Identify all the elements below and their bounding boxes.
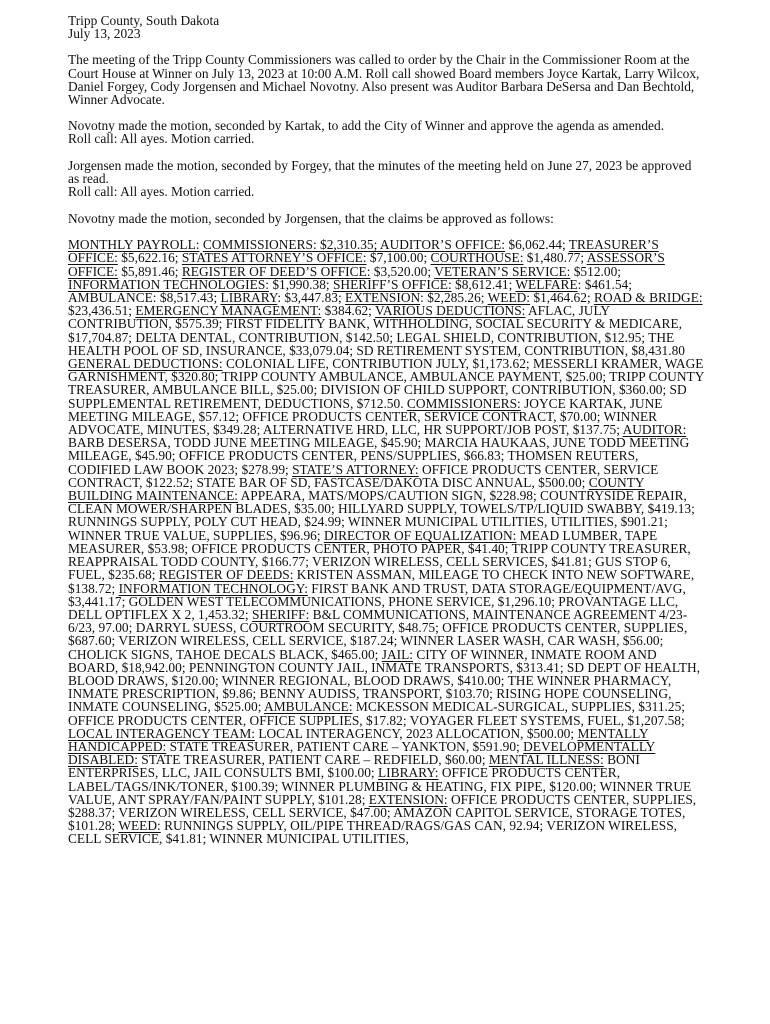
- agenda-motion-paragraph: [68, 119, 704, 145]
- claims-entry-text: MCKESSON MEDICAL-SURGICAL, SUPPLIES, $311.25; OFFICE PRODUCTS CENTER, OFFICE SUPPLIES, $17.82; VOYAGER FLEET SYSTEMS, FUEL, $1,207.58;: [68, 699, 686, 728]
- claims-entry-text: STATE TREASURER, PATIENT CARE – REDFIELD, $60.00;: [137, 752, 489, 768]
- claims-category-heading: INFORMATION TECHNOLOGIES:: [68, 276, 269, 292]
- claims-category-heading: LIBRARY:: [378, 765, 439, 781]
- claims-entry-text: OFFICE PRODUCTS CENTER, SUPPLIES, $288.37; VERIZON WIRELESS, CELL SERVICE, $47.00; AMAZON CAPITOL SERVICE, STORAGE TOTES, $101.28;: [68, 791, 697, 834]
- claims-category-heading: WEED:: [118, 818, 161, 834]
- claims-entry-text: FIRST BANK AND TRUST, DATA STORAGE/EQUIPMENT/AVG, $3,441.17; GOLDEN WEST TELECOMMUNICATIONS, PHONE SERVICE, $1,296.10; PROVANTAGE LLC, DELL OPTIFLEX X 2, 1,453.32;: [68, 580, 686, 622]
- claims-category-heading: AUDITOR:: [622, 422, 687, 438]
- claims-category-heading: EXTENSION: [345, 290, 421, 306]
- document-page: [68, 14, 704, 859]
- claims-category-heading: DEVELOPMENTALLY DISABLED:: [68, 738, 656, 768]
- paragraph-text: Novotny made the motion, seconded by Kartak, to add the City of Winner and approve the agenda as amended.: [68, 118, 665, 134]
- claims-entry-text: KRISTEN ASSMAN, MILEAGE TO CHECK INTO NEW SOFTWARE, $138.72;: [68, 567, 695, 596]
- claims-category-heading: SHERIFF’S OFFICE:: [332, 276, 452, 292]
- claims-entry-text: $1,990.38;: [268, 276, 333, 292]
- call-to-order-paragraph: [68, 53, 704, 106]
- claims-entry-text: AFLAC, JULY CONTRIBUTION, $575.39; FIRST FIDELITY BANK, WITHHOLDING, SOCIAL SECURITY & MEDICARE, $17,704.87; DELTA DENTAL, CONTRIBUTION, $142.50; LEGAL SHIELD, CONTRIBUTION, $12.95; THE HEALTH POOL OF SD, INSURANCE, $33,079.04; SD RETIREMENT SYSTEM, CONTRIBUTION, $8,431.80: [68, 303, 685, 358]
- claims-entry-text: $1,480.77;: [523, 250, 587, 266]
- claims-entry-text: : $2,285.26;: [420, 290, 488, 306]
- claims-entry-text: CITY OF WINNER, INMATE ROOM AND BOARD, $18,942.00; PENNINGTON COUNTY JAIL, INMATE TRANSPORTS, $313.41; SD DEPT OF HEALTH, BLOOD DRAWS, $120.00; WINNER REGIONAL, BLOOD DRAWS, $410.00; THE WINNER PHARMACY, INMATE PRESCRIPTION, $9.86; BENNY AUDISS, TRANSPORT, $103.70; RISING HOPE COUNSELING, INMATE COUNSELING, $525.00;: [68, 646, 701, 715]
- roll-call-text: Roll call: All ayes. Motion carried.: [68, 131, 255, 147]
- claims-category-heading: MONTHLY PAYROLL:: [68, 237, 200, 253]
- paragraph-text: Jorgensen made the motion, seconded by Forgey, that the minutes of the meeting held on June 27, 2023 be approved as read.: [68, 157, 692, 186]
- claims-entry-text: $6,062.44;: [505, 237, 569, 253]
- document-header: [68, 14, 704, 40]
- claims-entry-text: LOCAL INTERAGENCY, 2023 ALLOCATION, $500.00;: [254, 725, 578, 741]
- claims-category-heading: AMBULANCE:: [264, 699, 353, 715]
- claims-category-heading: TREASURER’S OFFICE:: [68, 237, 659, 266]
- claims-category-heading: VARIOUS DEDUCTIONS:: [374, 303, 526, 319]
- claims-category-heading: COURTHOUSE:: [430, 250, 524, 266]
- claims-entry-text: $1,464.62;: [530, 290, 595, 306]
- claims-category-heading: EMERGENCY MANAGEMENT:: [135, 303, 322, 319]
- claims-entry-text: $5,622.16;: [117, 250, 182, 266]
- minutes-motion-paragraph: [68, 159, 704, 199]
- claims-category-heading: JAIL:: [381, 646, 413, 662]
- claims-entry-text: $23,436.51;: [68, 303, 136, 319]
- claims-entry-text: BARB DESERSA, TODD JUNE MEETING MILEAGE, $45.90; MARCIA HAUKAAS, JUNE TODD MEETING MILEAGE, $45.90; OFFICE PRODUCTS CENTER, PENS/SUPPLIES, $66.83; THOMSEN REUTERS, CODIFIED LAW BOOK 2023; $278.99;: [68, 435, 690, 477]
- claims-category-heading: COMMISSIONERS:: [406, 395, 521, 411]
- claims-category-heading: REGISTER OF DEEDS:: [158, 567, 294, 583]
- claims-list: [68, 238, 704, 845]
- county-name: Tripp County, South Dakota: [68, 13, 220, 28]
- claims-intro: Novotny made the motion, seconded by Jorgensen, that the claims be approved as follows:: [68, 210, 554, 226]
- claims-entry-text: COLONIAL LIFE, CONTRIBUTION JULY, $1,173.62; MESSERLI KRAMER, WAGE GARNISHMENT, $320.80; TRIPP COUNTY AMBULANCE, AMBULANCE PAYMENT, $25.00; TRIPP COUNTY TREASURER, AMBULANCE BILL, $25.00; DIVISION OF CHILD SUPPORT, CONTRIBUTION, $360.00; SD SUPPLEMENTAL RETIREMENT, DEDUCTIONS, $712.50.: [68, 356, 704, 411]
- claims-category-heading: WELFARE: [515, 276, 578, 292]
- claims-category-heading: DIRECTOR OF EQUALIZATION:: [323, 527, 517, 543]
- claims-category-heading: REGISTER OF DEED’S OFFICE:: [181, 263, 371, 279]
- claims-category-heading: SHERIFF:: [251, 606, 310, 622]
- claims-entry-text: OFFICE PRODUCTS CENTER, LABEL/TAGS/INK/TONER, $100.39; WINNER PLUMBING & HEATING, FIX PIPE, $120.00; WINNER TRUE VALUE, ANT SPRAY/FAN/PAINT SUPPLY, $101.28;: [68, 765, 692, 807]
- claims-category-heading: STATES ATTORNEY’S OFFICE:: [181, 250, 367, 266]
- claims-entry-text: OFFICE PRODUCTS CENTER, SERVICE CONTRACT, $122.52; STATE BAR OF SD, FASTCASE/DAKOTA DISC ANNUAL, $500.00;: [68, 461, 659, 490]
- claims-entry-text: RUNNINGS SUPPLY, OIL/PIPE THREAD/RAGS/GAS CAN, 92.94; VERIZON WIRELESS, CELL SERVICE, $41.81; WINNER MUNICIPAL UTILITIES,: [68, 818, 677, 847]
- meeting-date: July 13, 2023: [68, 26, 141, 42]
- claims-entry-text: $3,520.00;: [370, 263, 435, 279]
- claims-entry-text: STATE TREASURER, PATIENT CARE – YANKTON, $591.90;: [166, 738, 524, 754]
- claims-category-heading: LOCAL INTERAGENCY TEAM:: [68, 725, 255, 741]
- claims-category-heading: LIBRARY: [220, 290, 278, 306]
- paragraph-text: The meeting of the Tripp County Commissioners was called to order by the Chair in the Commissioner Room at the Court House at Winner on July 13, 2023 at 10:00 A.M. Roll call showed Board members Joyce Kartak, Larry Wilcox, Daniel Forgey, Cody Jorgensen and Michael Novotny. Also present was Auditor Barbara DeSersa and Dan Bechtold, Winner Advocate.: [68, 52, 700, 108]
- claims-entry-text: : $3,447.83;: [277, 290, 346, 306]
- claims-category-heading: GENERAL DEDUCTIONS:: [68, 356, 223, 372]
- claims-entry-text: $7,100.00;: [366, 250, 431, 266]
- claims-category-heading: MENTALLY HANDICAPPED:: [68, 725, 649, 754]
- claims-entry-text: $8,612.41;: [451, 276, 516, 292]
- claims-category-heading: VETERAN’S SERVICE:: [434, 263, 571, 279]
- claims-entry-text: $5,891.46;: [117, 263, 182, 279]
- claims-category-heading: WEED:: [487, 290, 531, 306]
- claims-entry-text: JOYCE KARTAK, JUNE MEETING MILEAGE, $57.12; OFFICE PRODUCTS CENTER, SERVICE CONTRACT, $70.00; WINNER ADVOCATE, MINUTES, $349.28; ALTERNATIVE HRD, LLC, HR SUPPORT/JOB POST, $137.75;: [68, 395, 663, 438]
- claims-category-heading: STATE’S ATTORNEY:: [292, 461, 419, 477]
- claims-category-heading: INFORMATION TECHNOLOGY:: [118, 580, 308, 596]
- claims-paragraph: [68, 212, 704, 846]
- claims-entry-text: $512.00;: [570, 263, 621, 279]
- claims-category-heading: ROAD & BRIDGE:: [594, 290, 703, 306]
- claims-entry-text: B&L COMMUNICATIONS, MAINTENANCE AGREEMENT 4/23-6/23, 97.00; DARRYL SUESS, COURTROOM SECURITY, $48.75; OFFICE PRODUCTS CENTER, SUPPLIES, $687.60; VERIZON WIRELESS, CELL SERVICE, $187.24; WINNER LASER WASH, CAR WASH, $56.00; CHOLICK SIGNS, TAHOE DECALS BLACK, $465.00;: [68, 606, 688, 662]
- claims-category-heading: COMMISSIONERS: $2,310.35; AUDITOR’S OFFICE:: [202, 237, 506, 253]
- claims-category-heading: EXTENSION:: [368, 791, 448, 807]
- claims-category-heading: MENTAL ILLNESS:: [488, 752, 604, 768]
- claims-entry-text: : $461.54; AMBULANCE: $8,517.43;: [68, 276, 632, 306]
- roll-call-text: Roll call: All ayes. Motion carried.: [68, 184, 255, 200]
- claims-category-heading: COUNTY BUILDING MAINTENANCE:: [68, 474, 645, 504]
- claims-entry-text: $384.62;: [321, 303, 375, 319]
- claims-category-heading: ASSESSOR’S OFFICE:: [68, 250, 665, 279]
- claims-entry-text: BONI ENTERPRISES, LLC, JAIL CONSULTS BMI, $100.00;: [68, 752, 640, 781]
- claims-entry-text: MEAD LUMBER, TAPE MEASURER, $53.98; OFFICE PRODUCTS CENTER, PHOTO PAPER, $41.40; TRIPP COUNTY TREASURER, REAPPRAISAL TODD COUNTY, $166.77; VERIZON WIRELESS, CELL SERVICES, $41.81; GUS STOP 6, FUEL, $235.68;: [68, 527, 691, 583]
- claims-entry-text: APPEARA, MATS/MOPS/CAUTION SIGN, $228.98; COUNTRYSIDE REPAIR, CLEAN MOWER/SHARPEN BLADES, $35.00; HILLYARD SUPPLY, TOWELS/TP/LIQUID SWABBY, $419.13; RUNNINGS SUPPLY, POLY CUT HEAD, $24.99; WINNER MUNICIPAL UTILITIES, UTILITIES, $901.21; WINNER TRUE VALUE, SUPPLIES, $96.96;: [68, 488, 695, 543]
